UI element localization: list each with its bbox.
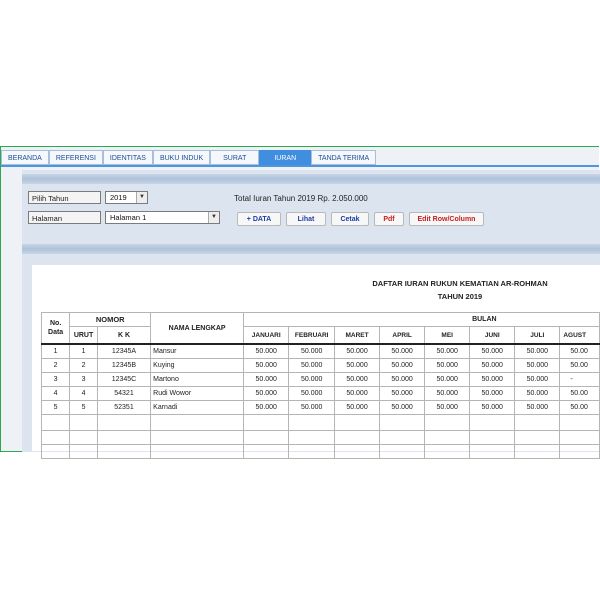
empty-cell[interactable] bbox=[70, 431, 98, 445]
empty-row[interactable] bbox=[42, 431, 600, 445]
empty-cell[interactable] bbox=[42, 431, 70, 445]
cell-month-value[interactable]: 50.000 bbox=[425, 344, 470, 359]
header-month: AGUST bbox=[560, 327, 600, 345]
empty-cell[interactable] bbox=[97, 445, 150, 459]
cell-month-value[interactable]: - bbox=[560, 373, 600, 387]
tab-iuran[interactable]: IURAN bbox=[259, 150, 311, 165]
page-select[interactable] bbox=[105, 211, 220, 224]
cell-month-value[interactable]: 50.000 bbox=[289, 401, 335, 415]
cell-month-value[interactable]: 50.000 bbox=[244, 373, 289, 387]
report-title: DAFTAR IURAN RUKUN KEMATIAN AR-ROHMAN bbox=[372, 279, 548, 288]
empty-cell[interactable] bbox=[470, 415, 515, 431]
cell-month-value[interactable]: 50.00 bbox=[560, 387, 600, 401]
cell-kk[interactable]: 54321 bbox=[97, 387, 150, 401]
empty-cell[interactable] bbox=[380, 445, 425, 459]
cell-nama[interactable]: Kuying bbox=[151, 359, 244, 373]
empty-cell[interactable] bbox=[560, 445, 600, 459]
cell-month-value[interactable]: 50.000 bbox=[470, 387, 515, 401]
cell-nama[interactable]: Mansur bbox=[151, 344, 244, 359]
tab-identitas[interactable]: IDENTITAS bbox=[103, 150, 153, 165]
top-band bbox=[22, 174, 600, 184]
cell-urut[interactable]: 4 bbox=[70, 387, 98, 401]
cell-no[interactable]: 1 bbox=[42, 344, 70, 359]
header-no-data: No. Data bbox=[42, 313, 70, 345]
cell-month-value[interactable]: 50.000 bbox=[289, 373, 335, 387]
empty-cell[interactable] bbox=[97, 431, 150, 445]
empty-cell[interactable] bbox=[97, 415, 150, 431]
empty-cell[interactable] bbox=[151, 431, 244, 445]
table-body bbox=[42, 344, 600, 459]
cell-month-value[interactable]: 50.000 bbox=[515, 387, 560, 401]
tab-referensi[interactable]: REFERENSI bbox=[49, 150, 103, 165]
cell-no[interactable]: 5 bbox=[42, 401, 70, 415]
cell-urut[interactable]: 5 bbox=[70, 401, 98, 415]
empty-cell[interactable] bbox=[425, 445, 470, 459]
header-kk: K K bbox=[97, 327, 150, 345]
cell-month-value[interactable]: 50.00 bbox=[560, 344, 600, 359]
empty-cell[interactable] bbox=[515, 445, 560, 459]
cell-month-value[interactable]: 50.000 bbox=[289, 344, 335, 359]
header-nomor: NOMOR bbox=[70, 313, 151, 327]
empty-cell[interactable] bbox=[151, 415, 244, 431]
print-button[interactable]: Cetak bbox=[331, 212, 369, 226]
empty-row[interactable] bbox=[42, 415, 600, 431]
chevron-down-icon[interactable]: ▼ bbox=[208, 212, 219, 223]
page-label: Halaman bbox=[28, 211, 101, 224]
cell-month-value[interactable]: 50.000 bbox=[334, 401, 379, 415]
cell-month-value[interactable]: 50.000 bbox=[425, 359, 470, 373]
header-bulan: BULAN bbox=[244, 313, 600, 327]
cell-month-value[interactable]: 50.000 bbox=[334, 359, 379, 373]
header-urut: URUT bbox=[70, 327, 98, 345]
table-row[interactable] bbox=[42, 387, 600, 401]
empty-cell[interactable] bbox=[470, 431, 515, 445]
report-subtitle: TAHUN 2019 bbox=[437, 292, 483, 301]
cell-month-value[interactable]: 50.000 bbox=[334, 344, 379, 359]
empty-cell[interactable] bbox=[70, 445, 98, 459]
chevron-down-icon[interactable]: ▼ bbox=[136, 192, 147, 203]
header-month: JULI bbox=[515, 327, 560, 345]
table-row[interactable] bbox=[42, 359, 600, 373]
iuran-table bbox=[41, 312, 600, 459]
empty-cell[interactable] bbox=[151, 445, 244, 459]
header-month: JANUARI bbox=[244, 327, 289, 345]
empty-cell[interactable] bbox=[289, 415, 335, 431]
cell-month-value[interactable]: 50.000 bbox=[380, 401, 425, 415]
cell-month-value[interactable]: 50.000 bbox=[515, 344, 560, 359]
mid-band bbox=[22, 244, 600, 254]
header-month: FEBRUARI bbox=[289, 327, 335, 345]
empty-cell[interactable] bbox=[70, 415, 98, 431]
cell-urut[interactable]: 1 bbox=[70, 344, 98, 359]
cell-month-value[interactable]: 50.000 bbox=[334, 387, 379, 401]
cell-kk[interactable]: 12345B bbox=[97, 359, 150, 373]
header-month: APRIL bbox=[380, 327, 425, 345]
page-value: Halaman 1 bbox=[110, 213, 147, 222]
cell-month-value[interactable]: 50.000 bbox=[470, 401, 515, 415]
empty-cell[interactable] bbox=[380, 415, 425, 431]
cell-month-value[interactable]: 50.000 bbox=[515, 359, 560, 373]
table-row[interactable] bbox=[42, 344, 600, 359]
tab-underline bbox=[1, 165, 599, 167]
cell-month-value[interactable]: 50.000 bbox=[515, 373, 560, 387]
cell-month-value[interactable]: 50.000 bbox=[380, 359, 425, 373]
cell-nama[interactable]: Rudi Wowor bbox=[151, 387, 244, 401]
year-label: Pilih Tahun bbox=[28, 191, 101, 204]
total-iuran-text: Total Iuran Tahun 2019 Rp. 2.050.000 bbox=[234, 194, 368, 203]
cell-month-value[interactable]: 50.000 bbox=[380, 373, 425, 387]
cell-month-value[interactable]: 50.000 bbox=[470, 359, 515, 373]
header-month: JUNI bbox=[470, 327, 515, 345]
cell-urut[interactable]: 2 bbox=[70, 359, 98, 373]
tab-bar bbox=[1, 150, 376, 166]
tab-beranda[interactable]: BERANDA bbox=[1, 150, 49, 165]
year-select[interactable] bbox=[105, 191, 148, 204]
empty-cell[interactable] bbox=[334, 431, 379, 445]
cell-month-value[interactable]: 50.000 bbox=[289, 359, 335, 373]
tab-buku-induk[interactable]: BUKU INDUK bbox=[153, 150, 210, 165]
empty-cell[interactable] bbox=[42, 445, 70, 459]
cell-month-value[interactable]: 50.000 bbox=[425, 401, 470, 415]
cell-month-value[interactable]: 50.00 bbox=[560, 359, 600, 373]
cell-month-value[interactable]: 50.000 bbox=[289, 387, 335, 401]
cell-month-value[interactable]: 50.000 bbox=[515, 401, 560, 415]
cell-urut[interactable]: 3 bbox=[70, 373, 98, 387]
cell-month-value[interactable]: 50.000 bbox=[425, 387, 470, 401]
empty-cell[interactable] bbox=[244, 431, 289, 445]
cell-month-value[interactable]: 50.000 bbox=[334, 373, 379, 387]
view-button[interactable]: Lihat bbox=[286, 212, 326, 226]
table-row[interactable] bbox=[42, 373, 600, 387]
pdf-button[interactable]: Pdf bbox=[374, 212, 404, 226]
empty-cell[interactable] bbox=[515, 431, 560, 445]
cell-nama[interactable]: Martono bbox=[151, 373, 244, 387]
empty-cell[interactable] bbox=[334, 445, 379, 459]
empty-cell[interactable] bbox=[560, 431, 600, 445]
tab-surat[interactable]: SURAT bbox=[210, 150, 259, 165]
cell-kk[interactable]: 12345A bbox=[97, 344, 150, 359]
cell-nama[interactable]: Karnadi bbox=[151, 401, 244, 415]
cell-month-value[interactable]: 50.000 bbox=[380, 344, 425, 359]
cell-no[interactable]: 3 bbox=[42, 373, 70, 387]
empty-row[interactable] bbox=[42, 445, 600, 459]
cell-no[interactable]: 4 bbox=[42, 387, 70, 401]
cell-month-value[interactable]: 50.000 bbox=[244, 387, 289, 401]
edit-row-column-button[interactable]: Edit Row/Column bbox=[409, 212, 484, 226]
empty-cell[interactable] bbox=[515, 415, 560, 431]
empty-cell[interactable] bbox=[470, 445, 515, 459]
cell-month-value[interactable]: 50.000 bbox=[470, 344, 515, 359]
tab-tanda-terima[interactable]: TANDA TERIMA bbox=[311, 150, 376, 165]
empty-cell[interactable] bbox=[42, 415, 70, 431]
cell-month-value[interactable]: 50.000 bbox=[425, 373, 470, 387]
empty-cell[interactable] bbox=[289, 445, 335, 459]
empty-cell[interactable] bbox=[380, 431, 425, 445]
header-nama: NAMA LENGKAP bbox=[151, 313, 244, 345]
cell-month-value[interactable]: 50.000 bbox=[380, 387, 425, 401]
empty-cell[interactable] bbox=[560, 415, 600, 431]
header-month: MARET bbox=[334, 327, 379, 345]
cell-month-value[interactable]: 50.000 bbox=[470, 373, 515, 387]
empty-cell[interactable] bbox=[425, 415, 470, 431]
header-month: MEI bbox=[425, 327, 470, 345]
cell-month-value[interactable]: 50.000 bbox=[244, 359, 289, 373]
year-value: 2019 bbox=[110, 193, 127, 202]
cell-kk[interactable]: 52351 bbox=[97, 401, 150, 415]
cell-no[interactable]: 2 bbox=[42, 359, 70, 373]
empty-cell[interactable] bbox=[425, 431, 470, 445]
empty-cell[interactable] bbox=[244, 415, 289, 431]
empty-cell[interactable] bbox=[289, 431, 335, 445]
cell-month-value[interactable]: 50.000 bbox=[244, 401, 289, 415]
empty-cell[interactable] bbox=[244, 445, 289, 459]
add-data-button[interactable]: + DATA bbox=[237, 212, 281, 226]
empty-cell[interactable] bbox=[334, 415, 379, 431]
cell-month-value[interactable]: 50.000 bbox=[244, 344, 289, 359]
cell-kk[interactable]: 12345C bbox=[97, 373, 150, 387]
table-row[interactable] bbox=[42, 401, 600, 415]
cell-month-value[interactable]: 50.00 bbox=[560, 401, 600, 415]
